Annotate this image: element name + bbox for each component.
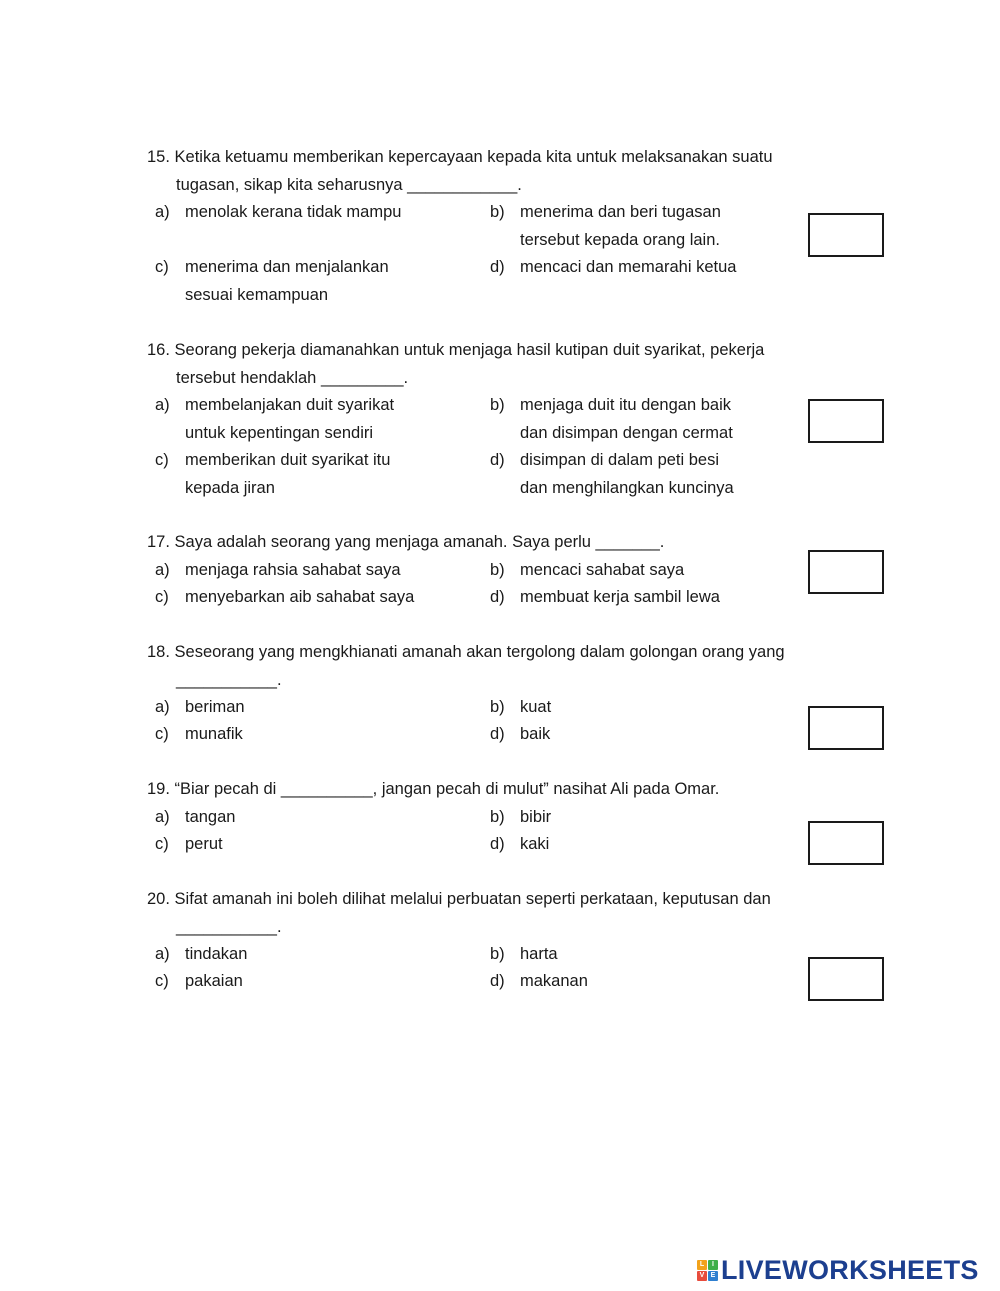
option-text: menerima dan beri tugasan [520, 203, 721, 221]
answer-box-18[interactable] [808, 706, 884, 750]
question-stem: 20. Sifat amanah ini boleh dilihat melalui perbuatan seperti perkataan, keputusan dan [147, 890, 771, 908]
option-text: pakaian [185, 972, 243, 990]
question-stem: tersebut hendaklah _________. [176, 369, 409, 387]
liveworksheets-logo-icon [697, 1260, 718, 1281]
option-text: kaki [520, 835, 550, 853]
question-stem: ___________. [176, 671, 282, 689]
option-letter: b) [490, 945, 505, 963]
option-text: makanan [520, 972, 588, 990]
answer-box-17[interactable] [808, 550, 884, 594]
option-text: mencaci dan memarahi ketua [520, 258, 737, 276]
option-text: dan disimpan dengan cermat [520, 424, 733, 442]
option-letter: a) [155, 561, 170, 579]
option-letter: a) [155, 698, 170, 716]
option-text: dan menghilangkan kuncinya [520, 479, 734, 497]
option-text: tindakan [185, 945, 248, 963]
option-letter: d) [490, 835, 505, 853]
logo-tile-e: E [708, 1271, 718, 1281]
option-letter: b) [490, 561, 505, 579]
answer-box-16[interactable] [808, 399, 884, 443]
option-text: harta [520, 945, 558, 963]
option-text: untuk kepentingan sendiri [185, 424, 374, 442]
option-letter: c) [155, 835, 169, 853]
answer-box-20[interactable] [808, 957, 884, 1001]
option-text: menyebarkan aib sahabat saya [185, 588, 415, 606]
option-letter: c) [155, 725, 169, 743]
option-letter: d) [490, 725, 505, 743]
option-letter: d) [490, 588, 505, 606]
option-text: menjaga duit itu dengan baik [520, 396, 731, 414]
option-text: menolak kerana tidak mampu [185, 203, 402, 221]
question-stem: 17. Saya adalah seorang yang menjaga amanah. Saya perlu _______. [147, 533, 665, 551]
question-stem: 16. Seorang pekerja diamanahkan untuk menjaga hasil kutipan duit syarikat, pekerja [147, 341, 765, 359]
option-letter: a) [155, 808, 170, 826]
option-letter: b) [490, 808, 505, 826]
logo-tile-i: I [708, 1260, 718, 1270]
liveworksheets-logo [697, 1255, 979, 1285]
option-letter: c) [155, 972, 169, 990]
option-text: disimpan di dalam peti besi [520, 451, 720, 469]
option-text: memberikan duit syarikat itu [185, 451, 391, 469]
option-letter: c) [155, 258, 169, 276]
question-stem: ___________. [176, 918, 282, 936]
option-letter: a) [155, 396, 170, 414]
option-text: munafik [185, 725, 243, 743]
option-letter: d) [490, 451, 505, 469]
question-stem: 15. Ketika ketuamu memberikan kepercayaan kepada kita untuk melaksanakan suatu [147, 148, 773, 166]
logo-tile-v: V [697, 1271, 707, 1281]
option-text: bibir [520, 808, 552, 826]
option-letter: a) [155, 945, 170, 963]
option-letter: a) [155, 203, 170, 221]
option-text: beriman [185, 698, 245, 716]
option-text: baik [520, 725, 551, 743]
option-letter: b) [490, 396, 505, 414]
option-text: kuat [520, 698, 552, 716]
option-letter: d) [490, 258, 505, 276]
option-letter: b) [490, 698, 505, 716]
option-letter: c) [155, 451, 169, 469]
question-stem: tugasan, sikap kita seharusnya ____________. [176, 176, 522, 194]
option-letter: b) [490, 203, 505, 221]
option-text: membuat kerja sambil lewa [520, 588, 720, 606]
question-stem: 18. Seseorang yang mengkhianati amanah akan tergolong dalam golongan orang yang [147, 643, 785, 661]
logo-tile-l: L [697, 1260, 707, 1270]
option-letter: c) [155, 588, 169, 606]
answer-box-15[interactable] [808, 213, 884, 257]
option-text: menjaga rahsia sahabat saya [185, 561, 401, 579]
question-stem: 19. “Biar pecah di __________, jangan pecah di mulut” nasihat Ali pada Omar. [147, 780, 720, 798]
option-text: sesuai kemampuan [185, 286, 329, 304]
option-text: menerima dan menjalankan [185, 258, 389, 276]
option-text: tangan [185, 808, 236, 826]
option-text: tersebut kepada orang lain. [520, 231, 720, 249]
answer-box-19[interactable] [808, 821, 884, 865]
option-text: membelanjakan duit syarikat [185, 396, 395, 414]
option-text: perut [185, 835, 223, 853]
option-text: mencaci sahabat saya [520, 561, 685, 579]
option-letter: d) [490, 972, 505, 990]
option-text: kepada jiran [185, 479, 275, 497]
logo-text: LIVEWORKSHEETS [721, 1254, 979, 1285]
